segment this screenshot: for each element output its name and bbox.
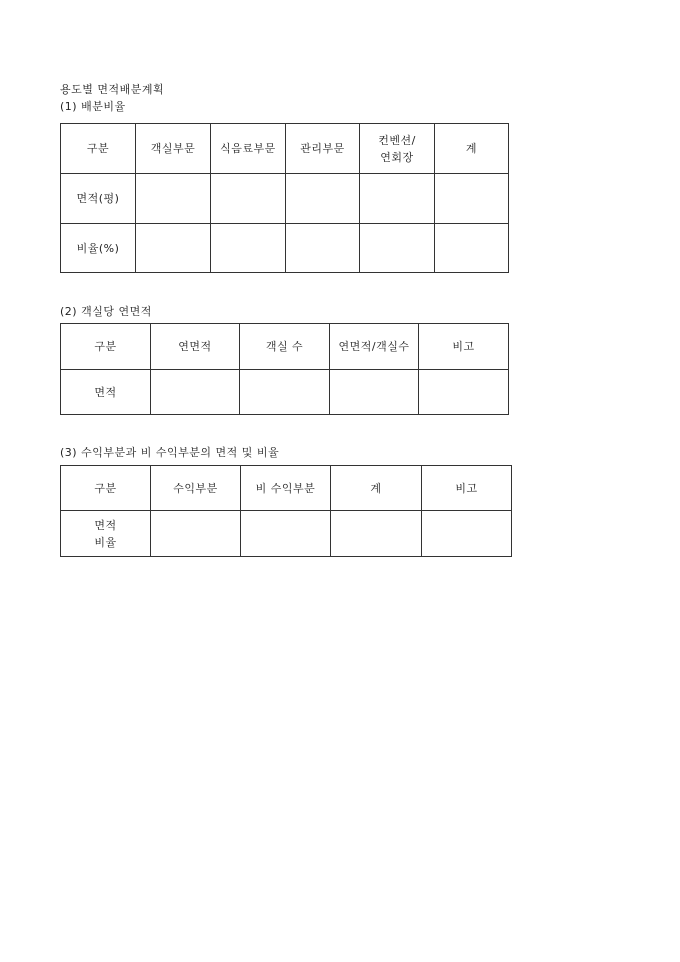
header-remarks: 비고	[422, 466, 512, 511]
cell-remarks	[419, 370, 509, 415]
header-total: 계	[331, 466, 422, 511]
cell-area-management	[286, 174, 360, 224]
row-label-area-ratio	[61, 511, 151, 557]
cell-ratio-management	[286, 224, 360, 273]
cell-ratio-guest-rooms	[136, 224, 211, 273]
header-area-per-room: 연면적/객실수	[330, 324, 419, 370]
table-row	[61, 511, 512, 557]
header-total: 계	[435, 124, 509, 174]
cell-area-convention	[360, 174, 435, 224]
cell-gross-area	[151, 370, 240, 415]
header-remarks: 비고	[419, 324, 509, 370]
section-3-label: (3) 수익부분과 비 수익부분의 면적 및 비율	[60, 446, 280, 459]
header-convention-line2: 연회장	[380, 150, 414, 164]
row-label-area-line: 면적	[94, 518, 117, 532]
header-room-count: 객실 수	[240, 324, 330, 370]
area-per-room-table	[60, 323, 509, 415]
header-food-beverage: 식음료부문	[211, 124, 286, 174]
header-convention-banquet	[360, 124, 435, 174]
header-category: 구분	[61, 324, 151, 370]
cell-non-revenue-part	[241, 511, 331, 557]
table-header-row	[61, 124, 509, 174]
revenue-area-table	[60, 465, 512, 557]
cell-revenue-part	[151, 511, 241, 557]
cell-area-guest-rooms	[136, 174, 211, 224]
header-non-revenue-part: 비 수익부분	[241, 466, 331, 511]
document-title: 용도별 면적배분계획	[60, 83, 165, 96]
section-2-label: (2) 객실당 연면적	[60, 305, 152, 318]
cell-ratio-food-beverage	[211, 224, 286, 273]
cell-area-food-beverage	[211, 174, 286, 224]
table-row	[61, 174, 509, 224]
header-category: 구분	[61, 466, 151, 511]
header-category: 구분	[61, 124, 136, 174]
table-header-row	[61, 324, 509, 370]
allocation-ratio-table	[60, 123, 509, 273]
header-revenue-part: 수익부분	[151, 466, 241, 511]
row-label-ratio: 비율(%)	[61, 224, 136, 273]
header-management: 관리부문	[286, 124, 360, 174]
cell-ratio-total	[435, 224, 509, 273]
cell-total	[331, 511, 422, 557]
cell-area-per-room	[330, 370, 419, 415]
header-guest-rooms: 객실부문	[136, 124, 211, 174]
cell-remarks	[422, 511, 512, 557]
table-row	[61, 224, 509, 273]
cell-ratio-convention	[360, 224, 435, 273]
header-convention-line1: 컨벤션/	[378, 133, 416, 147]
cell-area-total	[435, 174, 509, 224]
row-label-ratio-line: 비율	[94, 535, 117, 549]
row-label-area: 면적	[61, 370, 151, 415]
table-row	[61, 370, 509, 415]
table-header-row	[61, 466, 512, 511]
row-label-area: 면적(평)	[61, 174, 136, 224]
header-gross-area: 연면적	[151, 324, 240, 370]
section-1-label: (1) 배분비율	[60, 100, 126, 113]
cell-room-count	[240, 370, 330, 415]
